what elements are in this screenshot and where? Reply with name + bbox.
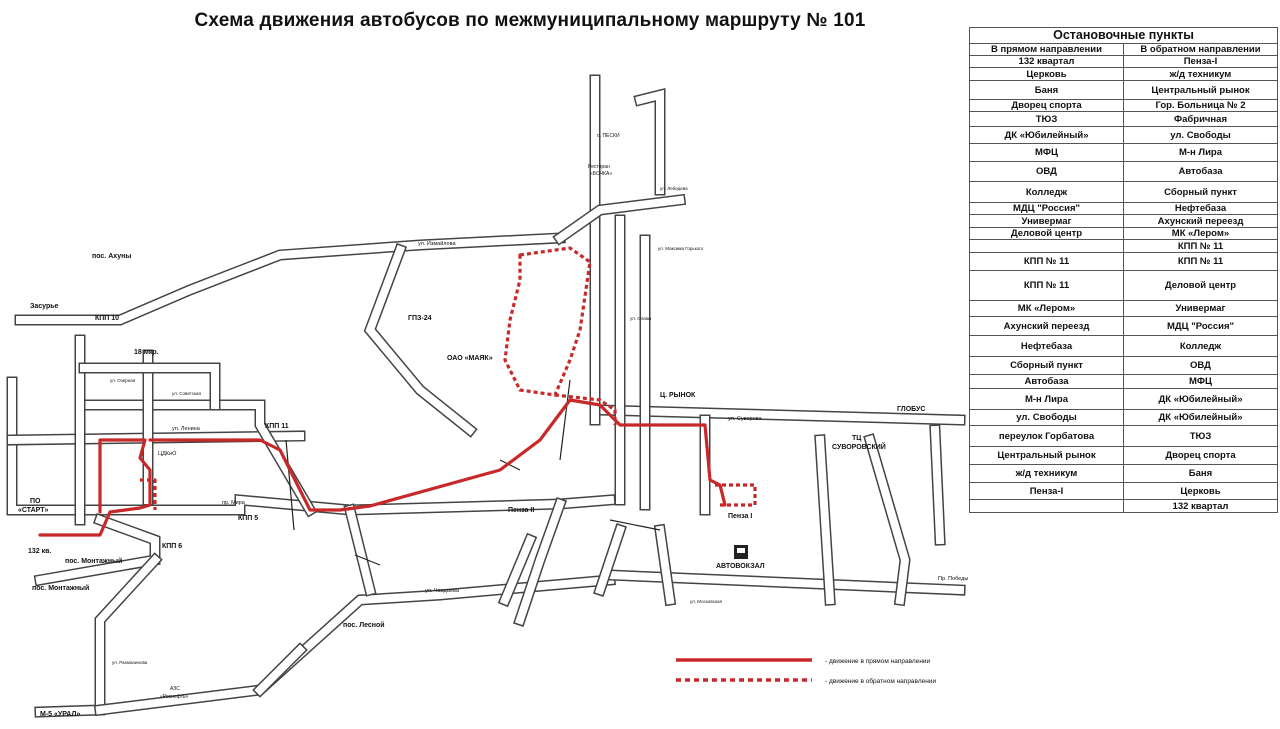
- stop-forward: Церковь: [970, 68, 1124, 81]
- stop-forward: МФЦ: [970, 144, 1124, 162]
- stop-forward: Баня: [970, 81, 1124, 100]
- route-backward: [140, 248, 755, 510]
- label-penza1: Пенза I: [728, 513, 753, 520]
- table-row: [970, 336, 1278, 357]
- table-row: [970, 56, 1278, 68]
- stop-forward: ж/д техникум: [970, 465, 1124, 483]
- label-tc-2: СУВОРОВСКИЙ: [832, 444, 886, 451]
- stop-forward: ул. Свободы: [970, 410, 1124, 426]
- stop-backward: Автобаза: [1124, 162, 1278, 182]
- label-gpz: ГПЗ-24: [408, 315, 432, 322]
- label-tsdko: ЦДКиО: [158, 451, 177, 457]
- stop-forward: ДК «Юбилейный»: [970, 127, 1124, 144]
- label-kpp11: КПП 11: [265, 423, 289, 430]
- label-18mkr: 18 мкр.: [134, 349, 159, 356]
- table-row: [970, 500, 1278, 513]
- stop-forward: Автобаза: [970, 375, 1124, 389]
- stop-backward: Фабричная: [1124, 112, 1278, 127]
- table-row: [970, 447, 1278, 465]
- label-kv132: 132 кв.: [28, 548, 52, 555]
- stop-forward: Центральный рынок: [970, 447, 1124, 465]
- table-row: [970, 483, 1278, 500]
- street-lebedeva: ул. Лебедева: [660, 186, 688, 191]
- stop-forward: КПП № 11: [970, 253, 1124, 271]
- stop-backward: Дворец спорта: [1124, 447, 1278, 465]
- stop-forward: Универмаг: [970, 215, 1124, 228]
- stop-forward: Нефтебаза: [970, 336, 1124, 357]
- map-street-labels: [110, 186, 968, 665]
- label-mayak: ОАО «МАЯК»: [447, 355, 493, 362]
- label-penza2: Пенза II: [508, 507, 535, 514]
- table-row: [970, 182, 1278, 203]
- table-row: [970, 389, 1278, 410]
- street-pobedy: Пр. Победы: [938, 576, 969, 582]
- label-globus: ГЛОБУС: [897, 406, 926, 413]
- col-forward-header: В прямом направлении: [970, 44, 1124, 56]
- stop-forward: [970, 500, 1124, 513]
- label-azs-1: АЗС: [170, 686, 180, 692]
- stop-backward: МК «Лером»: [1124, 228, 1278, 240]
- street-lenina: ул. Ленина: [172, 426, 200, 432]
- stop-backward: Ахунский переезд: [1124, 215, 1278, 228]
- label-kpp6: КПП 6: [162, 543, 183, 550]
- table-row: [970, 144, 1278, 162]
- stop-forward: ОВД: [970, 162, 1124, 182]
- label-lesnoy: пос. Лесной: [343, 622, 385, 629]
- stop-forward: 132 квартал: [970, 56, 1124, 68]
- label-montazh-1: пос. Монтажный: [65, 558, 123, 565]
- stops-table: [969, 27, 1278, 513]
- label-avtovokzal: АВТОВОКЗАЛ: [716, 563, 765, 570]
- table-row: [970, 81, 1278, 100]
- table-row: [970, 426, 1278, 447]
- stop-backward: ТЮЗ: [1124, 426, 1278, 447]
- stop-forward: Пенза-I: [970, 483, 1124, 500]
- stop-backward: Универмаг: [1124, 301, 1278, 317]
- table-row: [970, 301, 1278, 317]
- bus-station-icon: [734, 545, 748, 559]
- label-kpp10: КПП 10: [95, 315, 120, 322]
- stop-forward: МК «Лером»: [970, 301, 1124, 317]
- stop-backward: Колледж: [1124, 336, 1278, 357]
- stop-forward: Деловой центр: [970, 228, 1124, 240]
- label-rynok: Ц. РЫНОК: [660, 392, 696, 399]
- stop-backward: Баня: [1124, 465, 1278, 483]
- label-bochka-1: Ресторан: [588, 164, 610, 170]
- legend: [676, 658, 936, 685]
- label-m5: М-5 «УРАЛ»: [40, 711, 81, 718]
- table-row: [970, 112, 1278, 127]
- label-azs-2: «Роснефть»: [160, 694, 189, 700]
- label-po-start-2: «СТАРТ»: [18, 507, 49, 514]
- stop-forward: ТЮЗ: [970, 112, 1124, 127]
- label-bochka-2: «БОЧКА»: [590, 171, 613, 177]
- map-title: Схема движения автобусов по межмуниципальному маршруту № 101: [194, 10, 866, 31]
- street-chaadaeva: ул. Чаадаева: [425, 588, 459, 594]
- street-moskovskaya: ул. Московская: [690, 599, 722, 604]
- street-rennikov: ул. Рахманинова: [112, 660, 148, 665]
- table-row: [970, 228, 1278, 240]
- table-row: [970, 410, 1278, 426]
- table-row: [970, 253, 1278, 271]
- label-montazh-2: пос. Монтажный: [32, 585, 90, 592]
- stops-table-header: Остановочные пункты: [970, 28, 1278, 44]
- label-ahuny: пос. Ахуны: [92, 253, 132, 260]
- stop-backward: Нефтебаза: [1124, 203, 1278, 215]
- col-backward-header: В обратном направлении: [1124, 44, 1278, 56]
- stop-backward: Сборный пункт: [1124, 182, 1278, 203]
- street-suvorova: ул. Суворова: [728, 416, 762, 422]
- table-row: [970, 68, 1278, 81]
- stop-forward: Сборный пункт: [970, 357, 1124, 375]
- street-sovetskaya: ул. Советская: [172, 391, 201, 396]
- stop-forward: переулок Горбатова: [970, 426, 1124, 447]
- stop-backward: Центральный рынок: [1124, 81, 1278, 100]
- label-kpp5: КПП 5: [238, 515, 259, 522]
- stop-forward: Колледж: [970, 182, 1124, 203]
- stop-forward: МДЦ "Россия": [970, 203, 1124, 215]
- stop-backward: МДЦ "Россия": [1124, 317, 1278, 336]
- table-row: [970, 127, 1278, 144]
- label-peski: о. ПЕСКИ: [597, 133, 620, 139]
- stop-backward: Пенза-I: [1124, 56, 1278, 68]
- table-row: [970, 100, 1278, 112]
- street-izmaylova: ул. Измайлова: [418, 241, 456, 247]
- label-zasure: Засурье: [30, 303, 59, 310]
- stop-forward: [970, 240, 1124, 253]
- street-slavy: ул. Славы: [630, 316, 652, 321]
- stop-forward: Дворец спорта: [970, 100, 1124, 112]
- stop-backward: ОВД: [1124, 357, 1278, 375]
- table-row: [970, 162, 1278, 182]
- stop-backward: ж/д техникум: [1124, 68, 1278, 81]
- stop-backward: ДК «Юбилейный»: [1124, 410, 1278, 426]
- street-m-gorkogo: ул. Максима Горького: [658, 246, 704, 251]
- stop-backward: КПП № 11: [1124, 240, 1278, 253]
- table-row: [970, 203, 1278, 215]
- stop-backward: М-н Лира: [1124, 144, 1278, 162]
- stop-forward: М-н Лира: [970, 389, 1124, 410]
- stop-forward: Ахунский переезд: [970, 317, 1124, 336]
- stop-backward: Церковь: [1124, 483, 1278, 500]
- stop-backward: ул. Свободы: [1124, 127, 1278, 144]
- table-row: [970, 317, 1278, 336]
- table-row: [970, 357, 1278, 375]
- stop-backward: ДК «Юбилейный»: [1124, 389, 1278, 410]
- stops-table-body: [970, 56, 1278, 513]
- street-ozernaya: ул. Озерная: [110, 378, 136, 383]
- stop-backward: Деловой центр: [1124, 271, 1278, 301]
- label-po-start-1: ПО: [30, 498, 41, 505]
- stop-backward: МФЦ: [1124, 375, 1278, 389]
- road-network: [12, 80, 960, 712]
- label-tc-1: ТЦ: [852, 435, 862, 442]
- table-row: [970, 240, 1278, 253]
- stop-backward: Гор. Больница № 2: [1124, 100, 1278, 112]
- stop-backward: КПП № 11: [1124, 253, 1278, 271]
- table-row: [970, 375, 1278, 389]
- legend-backward-label: - движение в обратном направлении: [825, 678, 937, 685]
- street-mira: пр. Мира: [222, 500, 245, 506]
- table-row: [970, 271, 1278, 301]
- stop-backward: 132 квартал: [1124, 500, 1278, 513]
- legend-forward-label: - движение в прямом направлении: [825, 658, 931, 665]
- stop-forward: КПП № 11: [970, 271, 1124, 301]
- table-row: [970, 465, 1278, 483]
- table-row: [970, 215, 1278, 228]
